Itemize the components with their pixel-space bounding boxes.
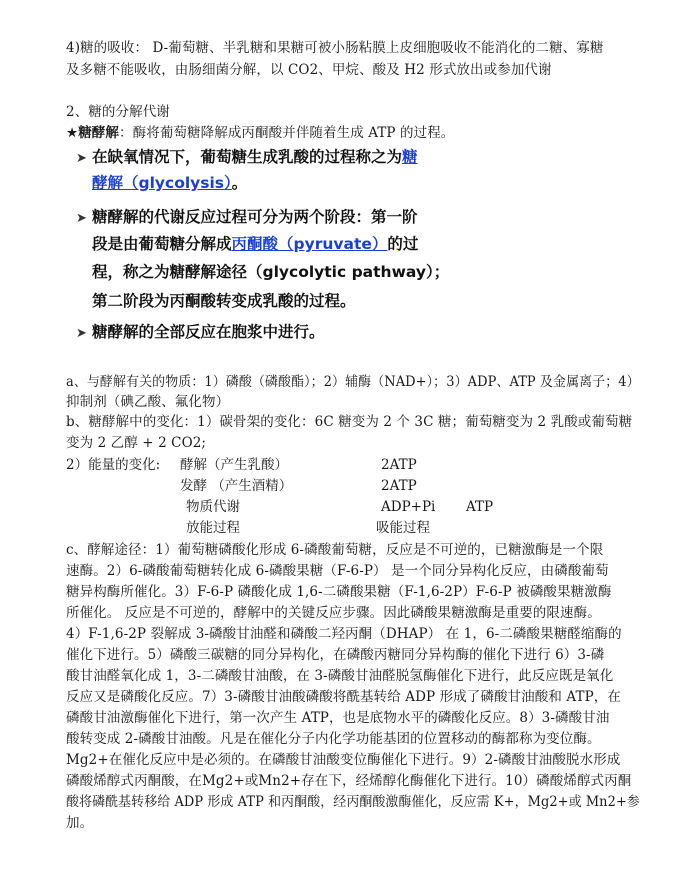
para-b-line-2: 变为 2 乙醇 + 2 CO2; [66, 435, 207, 451]
glycolysis-definition [66, 123, 454, 143]
para-c-line-5: 4）F-1,6-2P 裂解成 3-磷酸甘油醛和磷酸二羟丙酮（DHAP） 在 1，6-二磷酸果糖醛缩酶的 [66, 626, 622, 642]
arrow-bullet-icon: ➤ [76, 211, 87, 226]
arrow-bullet-icon: ➤ [76, 151, 87, 166]
energy-row-3-item: 物质代谢 [186, 499, 240, 515]
bullet-cytoplasm [76, 320, 325, 346]
absorption-line-2: 及多糖不能吸收，由肠细菌分解，以 CO2、甲烷、酸及 H2 形式放出或参加代谢 [66, 62, 552, 78]
para-c-line-11: Mg2+在催化反应中是必须的。在磷酸甘油酸变位酶催化下进行。9）2-磷酸甘油酸脱水形成 [66, 752, 621, 768]
para-a-line-2: 抑制剂（碘乙酸、氟化物） [66, 394, 230, 410]
energy-label: 2）能量的变化: [66, 457, 161, 473]
bullet-two-stages [76, 205, 418, 231]
energy-row-2-value: 2ATP [381, 478, 417, 494]
glycolysis-link-part1[interactable]: 糖 [402, 148, 418, 166]
glycolysis-link-part2[interactable]: 酵解（glycolysis） [92, 174, 232, 192]
bullet-anaerobic-cont [92, 171, 247, 195]
para-c-line-7: 酸甘油醛氧化成 1，3-二磷酸甘油酸，在 3-磷酸甘油醛脱氢酶催化下进行，此反应既是氧化 [66, 668, 614, 684]
para-b-line-1: b、糖酵解中的变化：1）碳骨架的变化：6C 糖变为 2 个 3C 糖；葡萄糖变为 2 乳酸或葡萄糖 [66, 414, 633, 430]
para-c-line-2: 速酶。2）6-磷酸葡萄糖转化成 6-磷酸果糖（F-6-P） 是一个同分异构化反应，由磷酸葡萄 [66, 563, 609, 579]
para-c-line-13: 酸将磷酰基转移给 ADP 形成 ATP 和丙酮酸，经丙酮酸激酶催化，反应需 K+，Mg2+或 Mn2+参 [66, 794, 640, 810]
para-c-line-1: c、酵解途径：1）葡萄糖磷酸化形成 6-磷酸葡萄糖，反应是不可逆的，已糖激酶是一个限 [66, 542, 604, 558]
definition-text: ：酶将葡萄糖降解成丙酮酸并伴随着生成 ATP 的过程。 [119, 125, 455, 141]
bullet-anaerobic [76, 145, 418, 171]
para-c-line-4: 所催化。 反应是不可逆的，酵解中的关键反应步骤。因此磷酸果糖激酶是重要的限速酶。 [66, 605, 601, 621]
para-c-line-3: 糖异构酶所催化。3）F-6-P 磷酸化成 1,6-二磷酸果糖（F-1,6-2P）F-6-P 被磷酸果糖激酶 [66, 584, 612, 600]
para-c-line-8: 反应又是磷酸化反应。7）3-磷酸甘油酸磷酸将酰基转给 ADP 形成了磷酸甘油酸和 ATP，在 [66, 689, 621, 705]
bullet-two-stages-line-4: 第二阶段为丙酮酸转变成乳酸的过程。 [92, 292, 356, 310]
para-c-line-6: 催化下进行。5）磷酸三碳糖的同分异构化，在磷酸丙糖同分异构酶的催化下进行 6）3-磷 [66, 647, 605, 663]
bullet-3-text: 糖酵解的全部反应在胞浆中进行。 [92, 323, 325, 341]
section-title: 2、糖的分解代谢 [66, 104, 170, 120]
bullet-two-stages-line-2 [92, 232, 418, 256]
energy-row-4-item: 放能过程 [186, 520, 240, 536]
energy-row-3-value-1: ADP+Pi [381, 499, 436, 515]
para-c-line-14: 加。 [66, 815, 94, 831]
bullet-2-line-1: 糖酵解的代谢反应过程可分为两个阶段：第一阶 [92, 208, 418, 226]
energy-row-1-item: 酵解（产生乳酸） [180, 457, 288, 473]
energy-row-1-value: 2ATP [381, 457, 417, 473]
para-a-line-1: a、与酵解有关的物质：1）磷酸（磷酸酯）；2）辅酶（NAD+）；3）ADP、ATP 及金属离子；4） [66, 374, 640, 390]
star-icon: ★ [66, 125, 79, 141]
para-c-line-10: 酸转变成 2-磷酸甘油酸。凡是在催化分子内化学功能基团的位置移动的酶都称为变位酶。 [66, 731, 601, 747]
pyruvate-link[interactable]: 丙酮酸（pyruvate） [231, 235, 388, 253]
bullet-2-line-2-prefix: 段是由葡萄糖分解成 [92, 235, 232, 253]
definition-term: 糖酵解 [78, 125, 120, 141]
para-c-line-12: 磷酸烯醇式丙酮酸，在Mg2+或Mn2+存在下，经烯醇化酶催化下进行。10）磷酸烯醇式丙酮 [66, 773, 632, 789]
absorption-line-1: 4)糖的吸收： D-葡萄糖、半乳糖和果糖可被小肠粘膜上皮细胞吸收不能消化的二糖、寡糖 [66, 40, 604, 56]
bullet-1-text: 在缺氧情况下，葡萄糖生成乳酸的过程称之为 [92, 148, 403, 166]
bullet-2-line-2-end: 的过 [387, 235, 419, 253]
bullet-two-stages-line-3: 程，称之为糖酵解途径（glycolytic pathway）； [92, 263, 450, 281]
energy-row-3-value-2: ATP [466, 499, 494, 515]
para-c-line-9: 磷酸甘油激酶催化下进行，第一次产生 ATP，也是底物水平的磷酸化反应。8）3-磷酸甘油 [66, 710, 610, 726]
energy-row-2-item: 发酵 （产生酒精） [180, 478, 293, 494]
arrow-bullet-icon: ➤ [76, 326, 87, 341]
energy-row-4-value: 吸能过程 [376, 520, 430, 536]
bullet-1-end: 。 [231, 174, 248, 192]
